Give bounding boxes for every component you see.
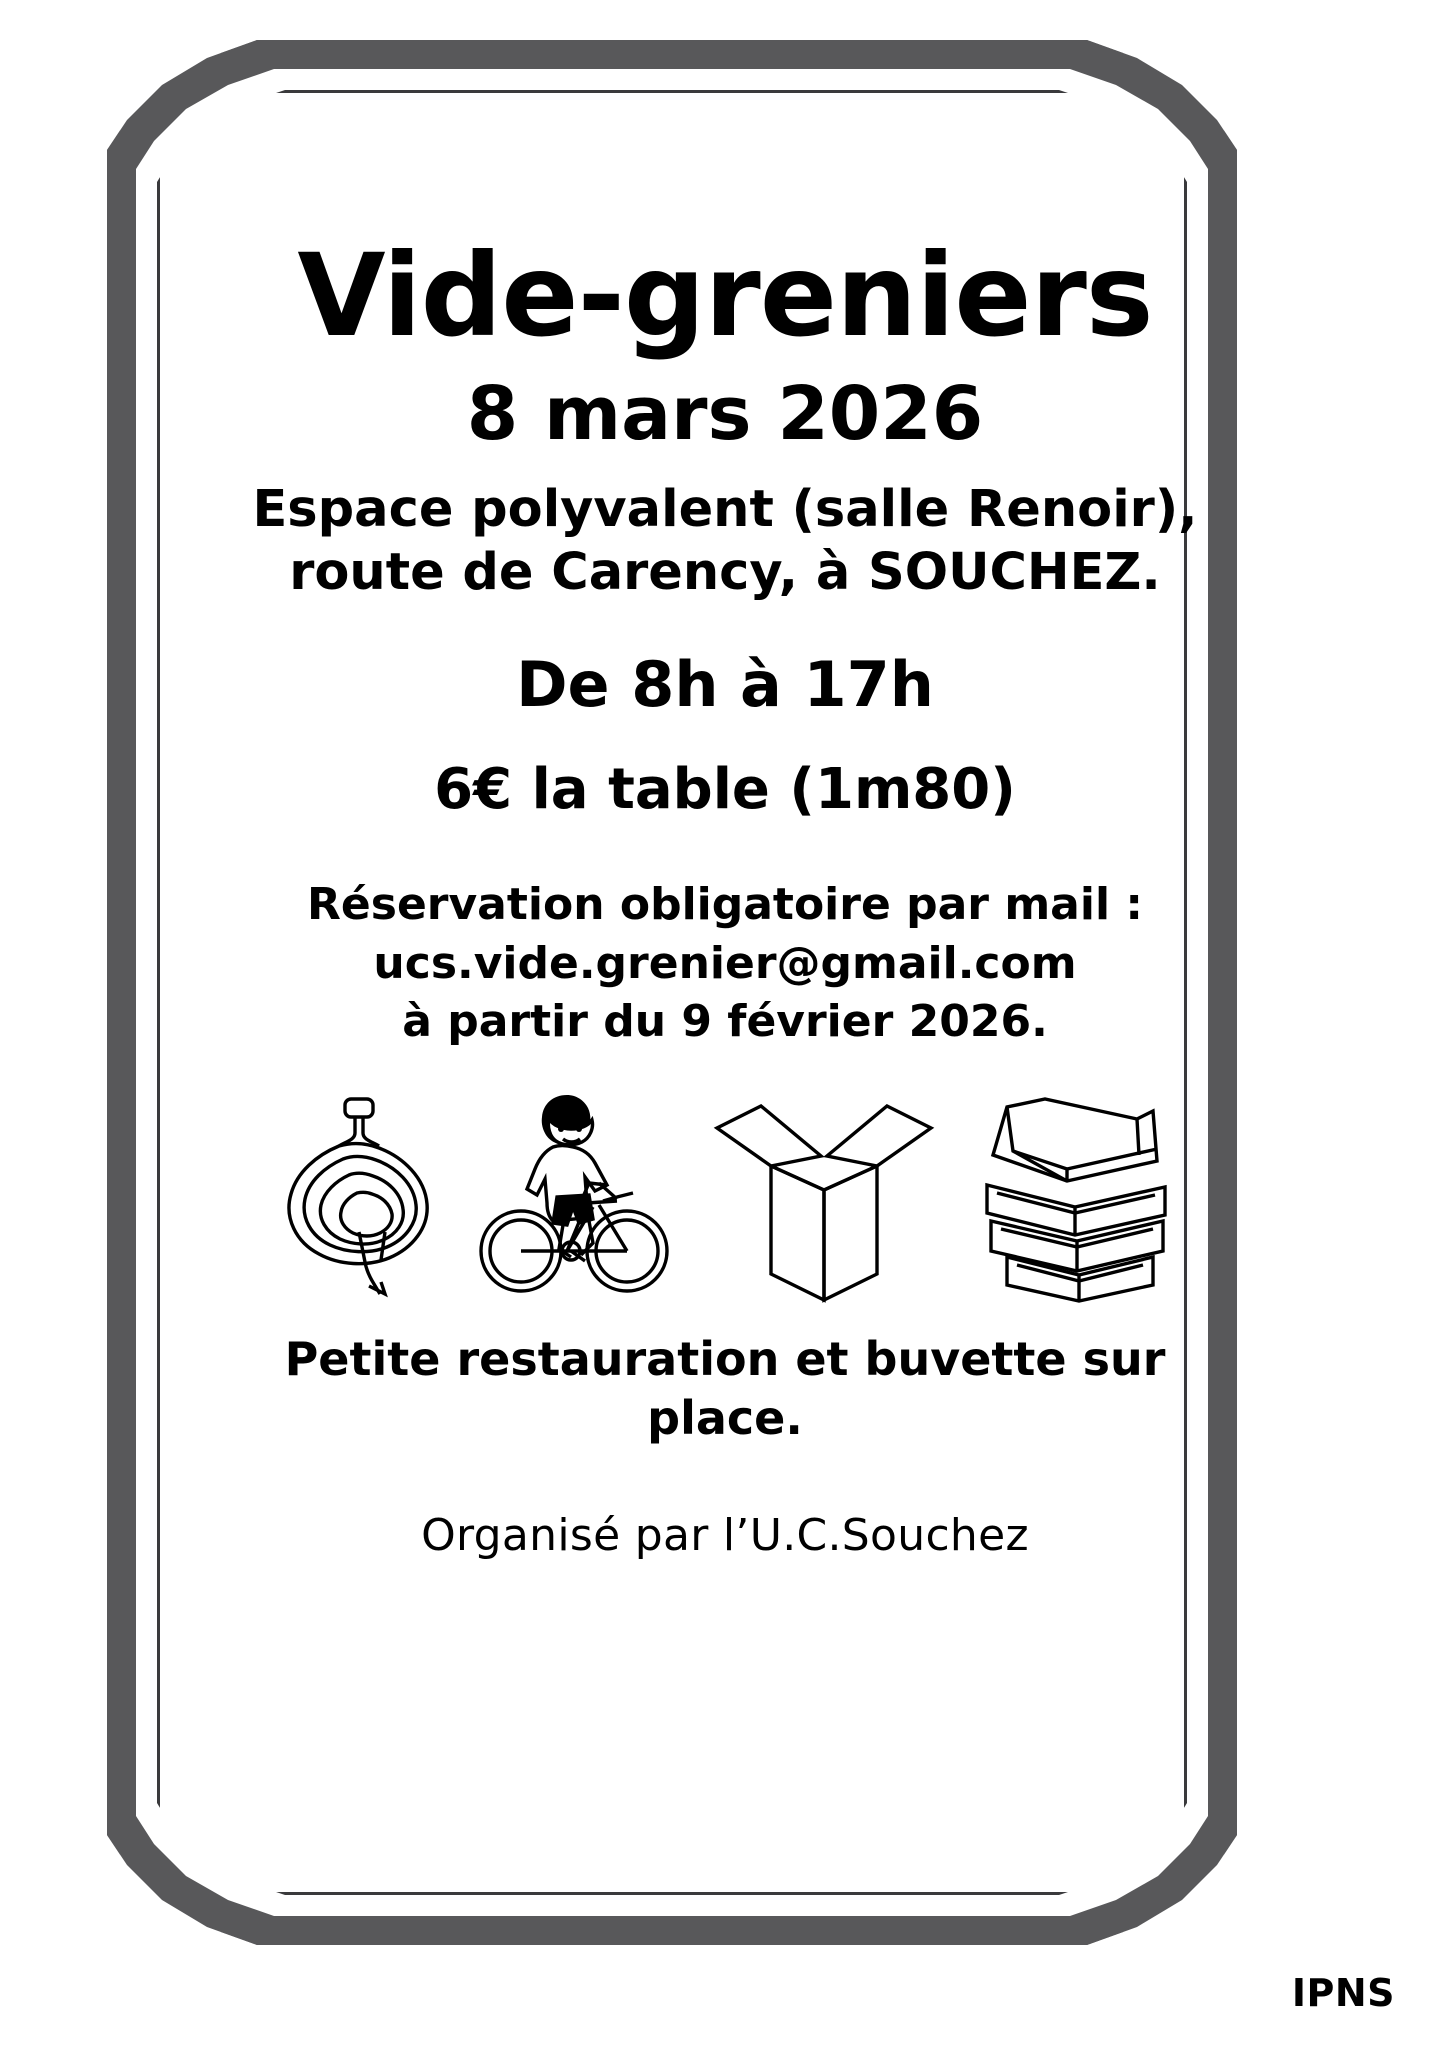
event-date: 8 mars 2026 [466, 371, 984, 458]
catering-line-1: Petite restauration et buvette sur [284, 1331, 1166, 1386]
event-address-line-2: route de Carency, à SOUCHEZ. [289, 543, 1161, 603]
event-address-line-1: Espace polyvalent (salle Renoir), [252, 479, 1198, 539]
spinning-top-icon [273, 1089, 443, 1304]
ipns-notice: IPNS [1291, 1971, 1395, 2015]
catering-line-2: place. [647, 1390, 803, 1445]
child-on-bicycle-icon [471, 1079, 681, 1304]
event-address [180, 478, 1270, 604]
reservation-email: ucs.vide.grenier@gmail.com [373, 937, 1077, 989]
reservation-start-date: à partir du 9 février 2026. [402, 996, 1048, 1048]
stack-of-books-icon [967, 1089, 1177, 1304]
poster-content [180, 120, 1270, 1561]
open-cardboard-box-icon [709, 1104, 939, 1304]
reservation-instruction: Réservation obligatoire par mail : [307, 879, 1143, 931]
page-title: Vide-greniers [297, 229, 1153, 362]
event-hours: De 8h à 17h [516, 648, 934, 722]
reservation-info [180, 876, 1270, 1052]
catering-info [180, 1330, 1270, 1448]
event-price: 6€ la table (1m80) [434, 757, 1016, 823]
illustration-row [180, 1074, 1270, 1304]
organizer-credit: Organisé par l’U.C.Souchez [421, 1509, 1029, 1561]
